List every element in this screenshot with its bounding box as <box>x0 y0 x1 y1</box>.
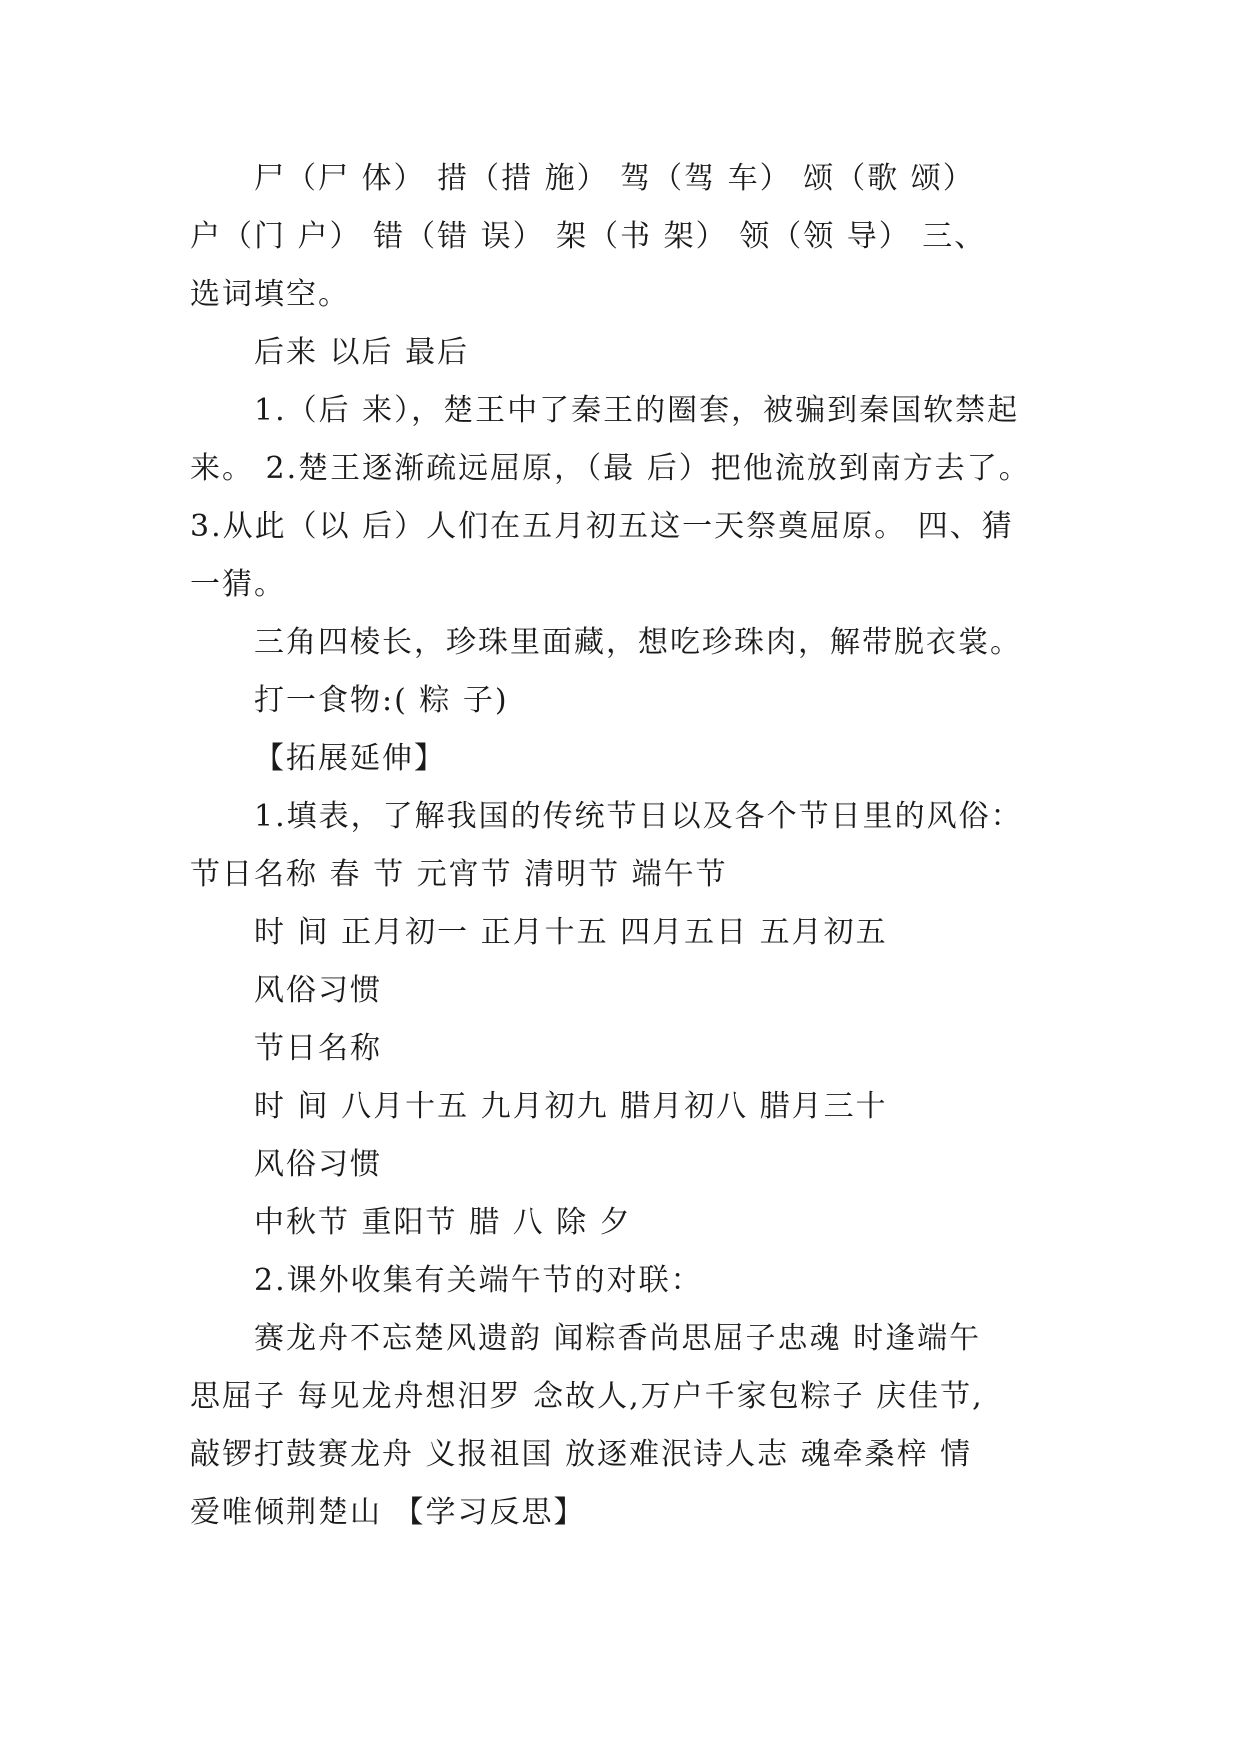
table-row-text: 时 间 八月十五 九月初九 腊月初八 腊月三十 <box>254 1089 888 1124</box>
text-line: 户（门 户） 错（错 误） 架（书 架） 领（领 导） 三、 <box>190 219 987 254</box>
text-line: 后来 以后 最后 <box>254 335 470 370</box>
section-heading: 【拓展延伸】 <box>254 741 446 776</box>
text-line: 打一食物:( 粽 子) <box>254 683 509 718</box>
text-line: 2.课外收集有关端午节的对联： <box>254 1263 703 1298</box>
text-line: 爱唯倾荆楚山 【学习反思】 <box>190 1495 586 1530</box>
text-line: 一猜。 <box>190 567 286 602</box>
table-row-text: 节日名称 春 节 元宵节 清明节 端午节 <box>190 857 728 892</box>
text-line: 选词填空。 <box>190 277 350 312</box>
text-line: 尸（尸 体） 措（措 施） 驾（驾 车） 颂（歌 颂） <box>254 161 975 196</box>
table-row-text: 时 间 正月初一 正月十五 四月五日 五月初五 <box>254 915 888 950</box>
table-row-text: 风俗习惯 <box>254 1147 382 1182</box>
table-row-text: 风俗习惯 <box>254 973 382 1008</box>
table-row-text: 中秋节 重阳节 腊 八 除 夕 <box>254 1205 632 1240</box>
text-line: 三角四棱长，珍珠里面藏，想吃珍珠肉，解带脱衣裳。 <box>254 625 1022 660</box>
text-line: 3.从此（以 后）人们在五月初五这一天祭奠屈原。 四、猜 <box>190 509 1014 544</box>
text-line: 来。 2.楚王逐渐疏远屈原，（最 后）把他流放到南方去了。 <box>190 451 1031 486</box>
table-row-text: 节日名称 <box>254 1031 382 1066</box>
text-line: 1.（后 来），楚王中了秦王的圈套，被骗到秦国软禁起 <box>254 393 1020 428</box>
document-body <box>190 150 1070 1542</box>
text-line: 赛龙舟不忘楚风遗韵 闻粽香尚思屈子忠魂 时逢端午 <box>254 1321 982 1356</box>
text-line: 思屈子 每见龙舟想汨罗 念故人,万户千家包粽子 庆佳节, <box>190 1379 984 1414</box>
text-line: 1.填表，了解我国的传统节日以及各个节日里的风俗： <box>254 799 1023 834</box>
text-line: 敲锣打鼓赛龙舟 义报祖国 放逐难泯诗人志 魂牵桑梓 情 <box>190 1437 973 1472</box>
